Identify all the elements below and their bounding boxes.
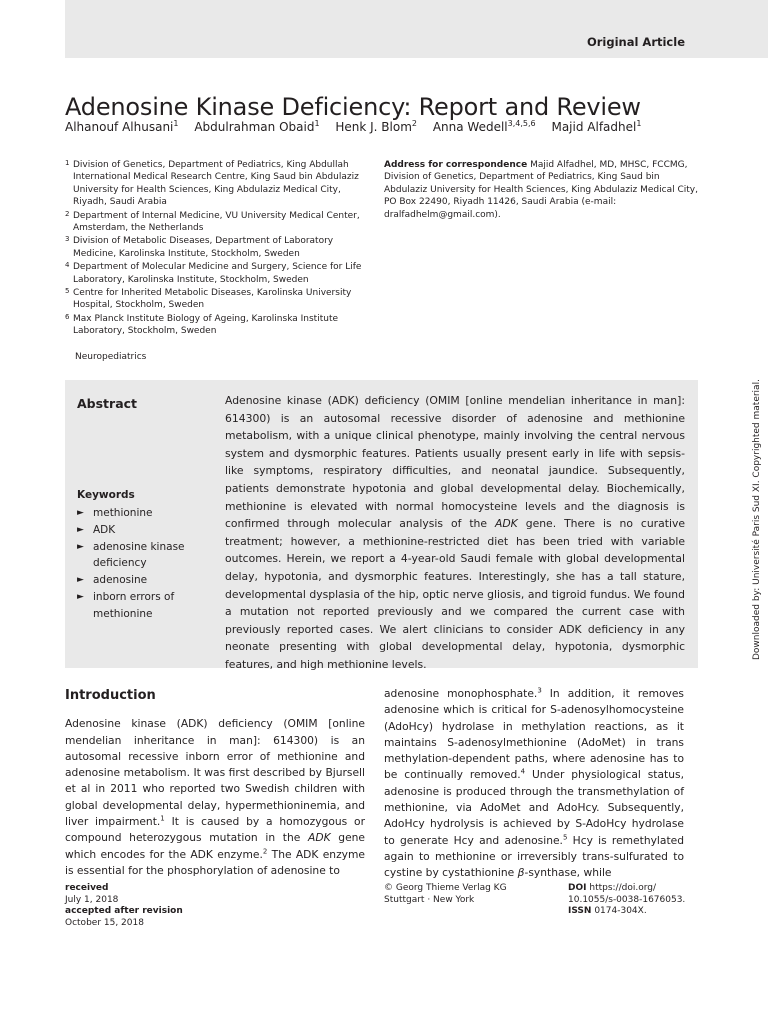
arrow-bullet-icon: ► bbox=[77, 575, 84, 586]
keywords-heading: Keywords bbox=[77, 489, 135, 501]
doi-label: DOI bbox=[568, 883, 587, 893]
section-heading-introduction: Introduction bbox=[65, 688, 156, 703]
abstract-text: Adenosine kinase (ADK) deficiency (OMIM [online mendelian inheritance in man]: 614300) is an autosomal recessive disorder of adenosine and methionine metabolism, with a unique clinical phenotype, mainly involving the central nervous system and dysmorphic features. Patients usually present early in life with sepsis-like symptoms, respiratory difficulties, and neonatal jaundice. Subsequently, patients demonstrate hypotonia and global developmental delay. Biochemically, methionine is elevated with normal homocysteine levels and the diagnosis is confirmed through molecular analysis of the ADK gene. There is no curative treatment; however, a methionine-restricted diet has been tried with variable outcomes. Herein, we report a 4-year-old Saudi female with global developmental delay, hypotonia, and dysmorphic features. Interestingly, she has a tall stature, developmental dysplasia of the hip, optic nerve gliosis, and tigroid fundus. We found a mutation not reported previously and we compared the current case with previously reported cases. We alert clinicians to consider ADK deficiency in any neonate presenting with global developmental delay, hypotonia, dysmorphic features, and high methionine levels. bbox=[225, 394, 686, 671]
issn-value: 0174-304X. bbox=[594, 906, 647, 917]
correspondence-block bbox=[384, 159, 704, 221]
keyword-item: ► adenosine bbox=[77, 572, 212, 589]
abstract-heading: Abstract bbox=[77, 396, 138, 411]
received-dates bbox=[65, 883, 265, 929]
author: Anna Wedell$^{3,4,5,6}$ bbox=[432, 119, 536, 134]
affiliation: 5 Centre for Inherited Metabolic Diseases, Karolinska University Hospital, Stockholm, Sweden bbox=[65, 287, 352, 311]
body-column-right bbox=[384, 686, 684, 882]
received-date: July 1, 2018 bbox=[65, 894, 119, 905]
abstract-box bbox=[65, 380, 698, 671]
keyword-list bbox=[77, 505, 212, 623]
citation-ref[interactable]: 2 bbox=[262, 847, 268, 856]
header-bar bbox=[65, 0, 768, 58]
affiliation: 3 Division of Metabolic Diseases, Department of Laboratory Medicine, Karolinska Institute, Stockholm, Sweden bbox=[65, 235, 334, 259]
publisher-info: © Georg Thieme Verlag KG Stuttgart · New York bbox=[384, 883, 507, 905]
accepted-date: October 15, 2018 bbox=[65, 917, 144, 928]
affiliation: 6 Max Planck Institute Biology of Ageing, Karolinska Institute Laboratory, Stockholm, Sweden bbox=[65, 312, 339, 337]
body-paragraph: Adenosine kinase (ADK) deficiency (OMIM [online mendelian inheritance in man]: 614300) is an autosomal recessive inborn error of methionine and adenosine metabolism. It was first described by Bjursell et al in 2011 who reported two Swedish children with global developmental delay, hypermethioninemia, and liver impairment.$^1$ It is caused by a homozygous or compound heterozygous mutation in the ADK gene which encodes for the ADK enzyme.$^2$ The ADK enzyme is essential for the phosphorylation of adenosine to bbox=[65, 717, 365, 877]
keyword-item: ► ADK bbox=[77, 522, 212, 539]
doi-issn-info bbox=[568, 883, 748, 918]
article-title: Adenosine Kinase Deficiency: Report and Review bbox=[65, 93, 641, 122]
doi-link[interactable]: https://doi.org/ bbox=[589, 883, 656, 893]
doi-link[interactable]: 10.1055/s-0038-1676053. bbox=[568, 894, 686, 905]
article-type-label: Original Article bbox=[586, 35, 685, 49]
body-column-left bbox=[65, 686, 365, 879]
citation-ref[interactable]: 5 bbox=[562, 833, 568, 842]
arrow-bullet-icon: ► bbox=[77, 541, 84, 552]
affiliation: 1 Division of Genetics, Department of Pediatrics, King Abdullah International Medical Research Centre, King Saud bin Abdulaziz University for Health Sciences, King Abdulaziz Medical City, Riyadh, Saudi Arabia bbox=[65, 159, 359, 208]
citation-ref[interactable]: 1 bbox=[160, 814, 165, 823]
citation-ref[interactable]: 3 bbox=[537, 686, 542, 695]
author: Majid Alfadhel$^1$ bbox=[551, 119, 642, 134]
download-watermark: Downloaded by: Université Paris Sud XI. Copyrighted material. bbox=[752, 379, 762, 660]
affiliation-list bbox=[65, 159, 375, 339]
author-list bbox=[65, 120, 745, 134]
received-label: received bbox=[65, 883, 109, 893]
citation-ref[interactable]: 4 bbox=[520, 767, 526, 776]
keyword-item: ► inborn errors of methionine bbox=[77, 590, 175, 620]
body-paragraph: adenosine monophosphate.$^3$ In addition, it removes adenosine which is critical for S-adenosylhomocysteine (AdoHcy) hydrolase in methylation reactions, as it maintains S-adenosylmethionine (AdoMet) in trans methylation-dependent paths, where adenosine has to be continually removed.$^4$ Under physiological status, adenosine is produced through the transmethylation of methionine, via AdoMet and AdoHcy. Subsequently, AdoHcy hydrolysis is achieved by S-AdoHcy hydrolase to generate Hcy and adenosine.$^5$ Hcy is remethylated again to methionine or irreversibly trans-sulfurated to cystine by cystathionine β-synthase, while bbox=[384, 686, 684, 880]
correspondence-label: Address for correspondence bbox=[384, 160, 528, 170]
accepted-label: accepted after revision bbox=[65, 906, 183, 917]
author: Abdulrahman Obaid$^1$ bbox=[194, 119, 320, 134]
arrow-bullet-icon: ► bbox=[77, 591, 84, 602]
arrow-bullet-icon: ► bbox=[77, 524, 84, 535]
issn-label: ISSN bbox=[568, 906, 592, 917]
keyword-item: ► adenosine kinase deficiency bbox=[77, 540, 185, 570]
author: Alhanouf Alhusani$^1$ bbox=[65, 119, 179, 134]
journal-name: Neuropediatrics bbox=[75, 352, 147, 362]
arrow-bullet-icon: ► bbox=[77, 508, 84, 518]
author: Henk J. Blom$^2$ bbox=[335, 119, 417, 134]
affiliation: 4 Department of Molecular Medicine and Surgery, Science for Life Laboratory, Karolinska Institute, Stockholm, Sweden bbox=[65, 261, 362, 285]
keyword-item: ► methionine bbox=[77, 505, 212, 522]
correspondence-text: Majid Alfadhel, MD, MHSC, FCCMG, Division of Genetics, Department of Pediatrics, King Saud bin Abdulaziz University for Health Sciences, King Abdulaziz Medical City, PO Box 22490, Riyadh 11426, Saudi Arabia (e-mail: dralfadhelm@gmail.com). bbox=[384, 160, 698, 220]
affiliation: 2 Department of Internal Medicine, VU University Medical Center, Amsterdam, the Netherlands bbox=[65, 209, 360, 234]
